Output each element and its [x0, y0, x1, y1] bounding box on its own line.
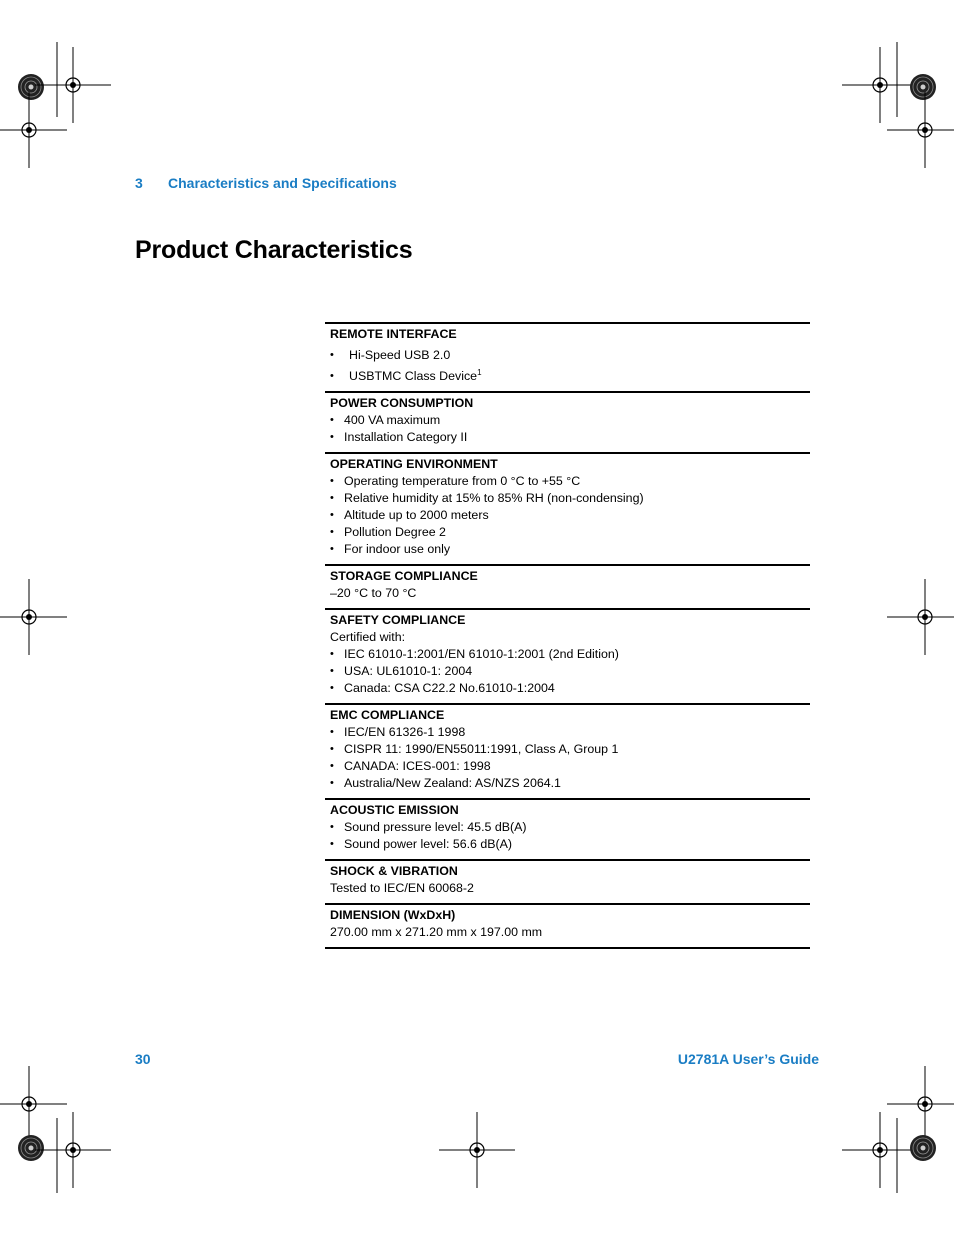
bullet-list — [330, 646, 810, 697]
section-title: DIMENSION (WxDxH) — [330, 908, 456, 922]
list-item: • 400 VA maximum — [330, 412, 810, 429]
bullet-list — [330, 819, 810, 853]
spec-table — [325, 322, 810, 949]
section-operating-environment — [325, 452, 810, 564]
section-title: EMC COMPLIANCE — [330, 708, 445, 722]
list-item: • IEC/EN 61326-1 1998 — [330, 724, 810, 741]
section-emc-compliance — [325, 703, 810, 798]
section-title: ACOUSTIC EMISSION — [330, 803, 459, 817]
list-item: • Sound power level: 56.6 dB(A) — [330, 836, 810, 853]
section-title: REMOTE INTERFACE — [330, 327, 457, 341]
section-text: 270.00 mm x 271.20 mm x 197.00 mm — [330, 925, 543, 939]
guide-title: U2781A User’s Guide — [677, 1051, 819, 1067]
section-title: SHOCK & VIBRATION — [330, 864, 458, 878]
page-title: Product Characteristics — [135, 236, 413, 264]
chapter-number: 3 — [135, 175, 143, 191]
list-item: • Relative humidity at 15% to 85% RH (non-condensing) — [330, 490, 810, 507]
section-title: SAFETY COMPLIANCE — [330, 613, 466, 627]
page-number: 30 — [135, 1051, 151, 1067]
chapter-title: Characteristics and Specifications — [168, 175, 397, 191]
section-text: –20 °C to 70 °C — [330, 586, 417, 600]
list-item: • Canada: CSA C22.2 No.61010-1:2004 — [330, 680, 810, 697]
list-item: • Sound pressure level: 45.5 dB(A) — [330, 819, 810, 836]
list-item: • Operating temperature from 0 °C to +55 °C — [330, 473, 810, 490]
list-item: • Australia/New Zealand: AS/NZS 2064.1 — [330, 775, 810, 792]
section-text: Tested to IEC/EN 60068-2 — [330, 881, 474, 895]
running-header — [135, 175, 397, 191]
list-item: • CISPR 11: 1990/EN55011:1991, Class A, Group 1 — [330, 741, 810, 758]
section-remote-interface — [325, 322, 810, 391]
list-item: • Installation Category II — [330, 429, 810, 446]
section-acoustic-emission — [325, 798, 810, 859]
footnote-mark: 1 — [477, 367, 482, 377]
bullet-list — [330, 473, 810, 558]
section-title: POWER CONSUMPTION — [330, 396, 474, 410]
section-shock-vibration — [325, 859, 810, 903]
section-text: Certified with: — [330, 630, 406, 644]
list-item-text: USBTMC Class Device — [349, 369, 478, 383]
section-power-consumption — [325, 391, 810, 452]
section-safety-compliance — [325, 608, 810, 703]
bullet-list — [330, 347, 810, 385]
list-item — [330, 368, 810, 385]
list-item: • CANADA: ICES-001: 1998 — [330, 758, 810, 775]
list-item: • USA: UL61010-1: 2004 — [330, 663, 810, 680]
section-storage-compliance — [325, 564, 810, 608]
list-item: • Hi-Speed USB 2.0 — [330, 347, 810, 364]
section-title: STORAGE COMPLIANCE — [330, 569, 478, 583]
bullet-list — [330, 412, 810, 446]
list-item: • For indoor use only — [330, 541, 810, 558]
list-item: • IEC 61010-1:2001/EN 61010-1:2001 (2nd Edition) — [330, 646, 810, 663]
bullet-list — [330, 724, 810, 792]
section-dimension — [325, 903, 810, 947]
section-title: OPERATING ENVIRONMENT — [330, 457, 498, 471]
list-item: • Altitude up to 2000 meters — [330, 507, 810, 524]
list-item: • Pollution Degree 2 — [330, 524, 810, 541]
